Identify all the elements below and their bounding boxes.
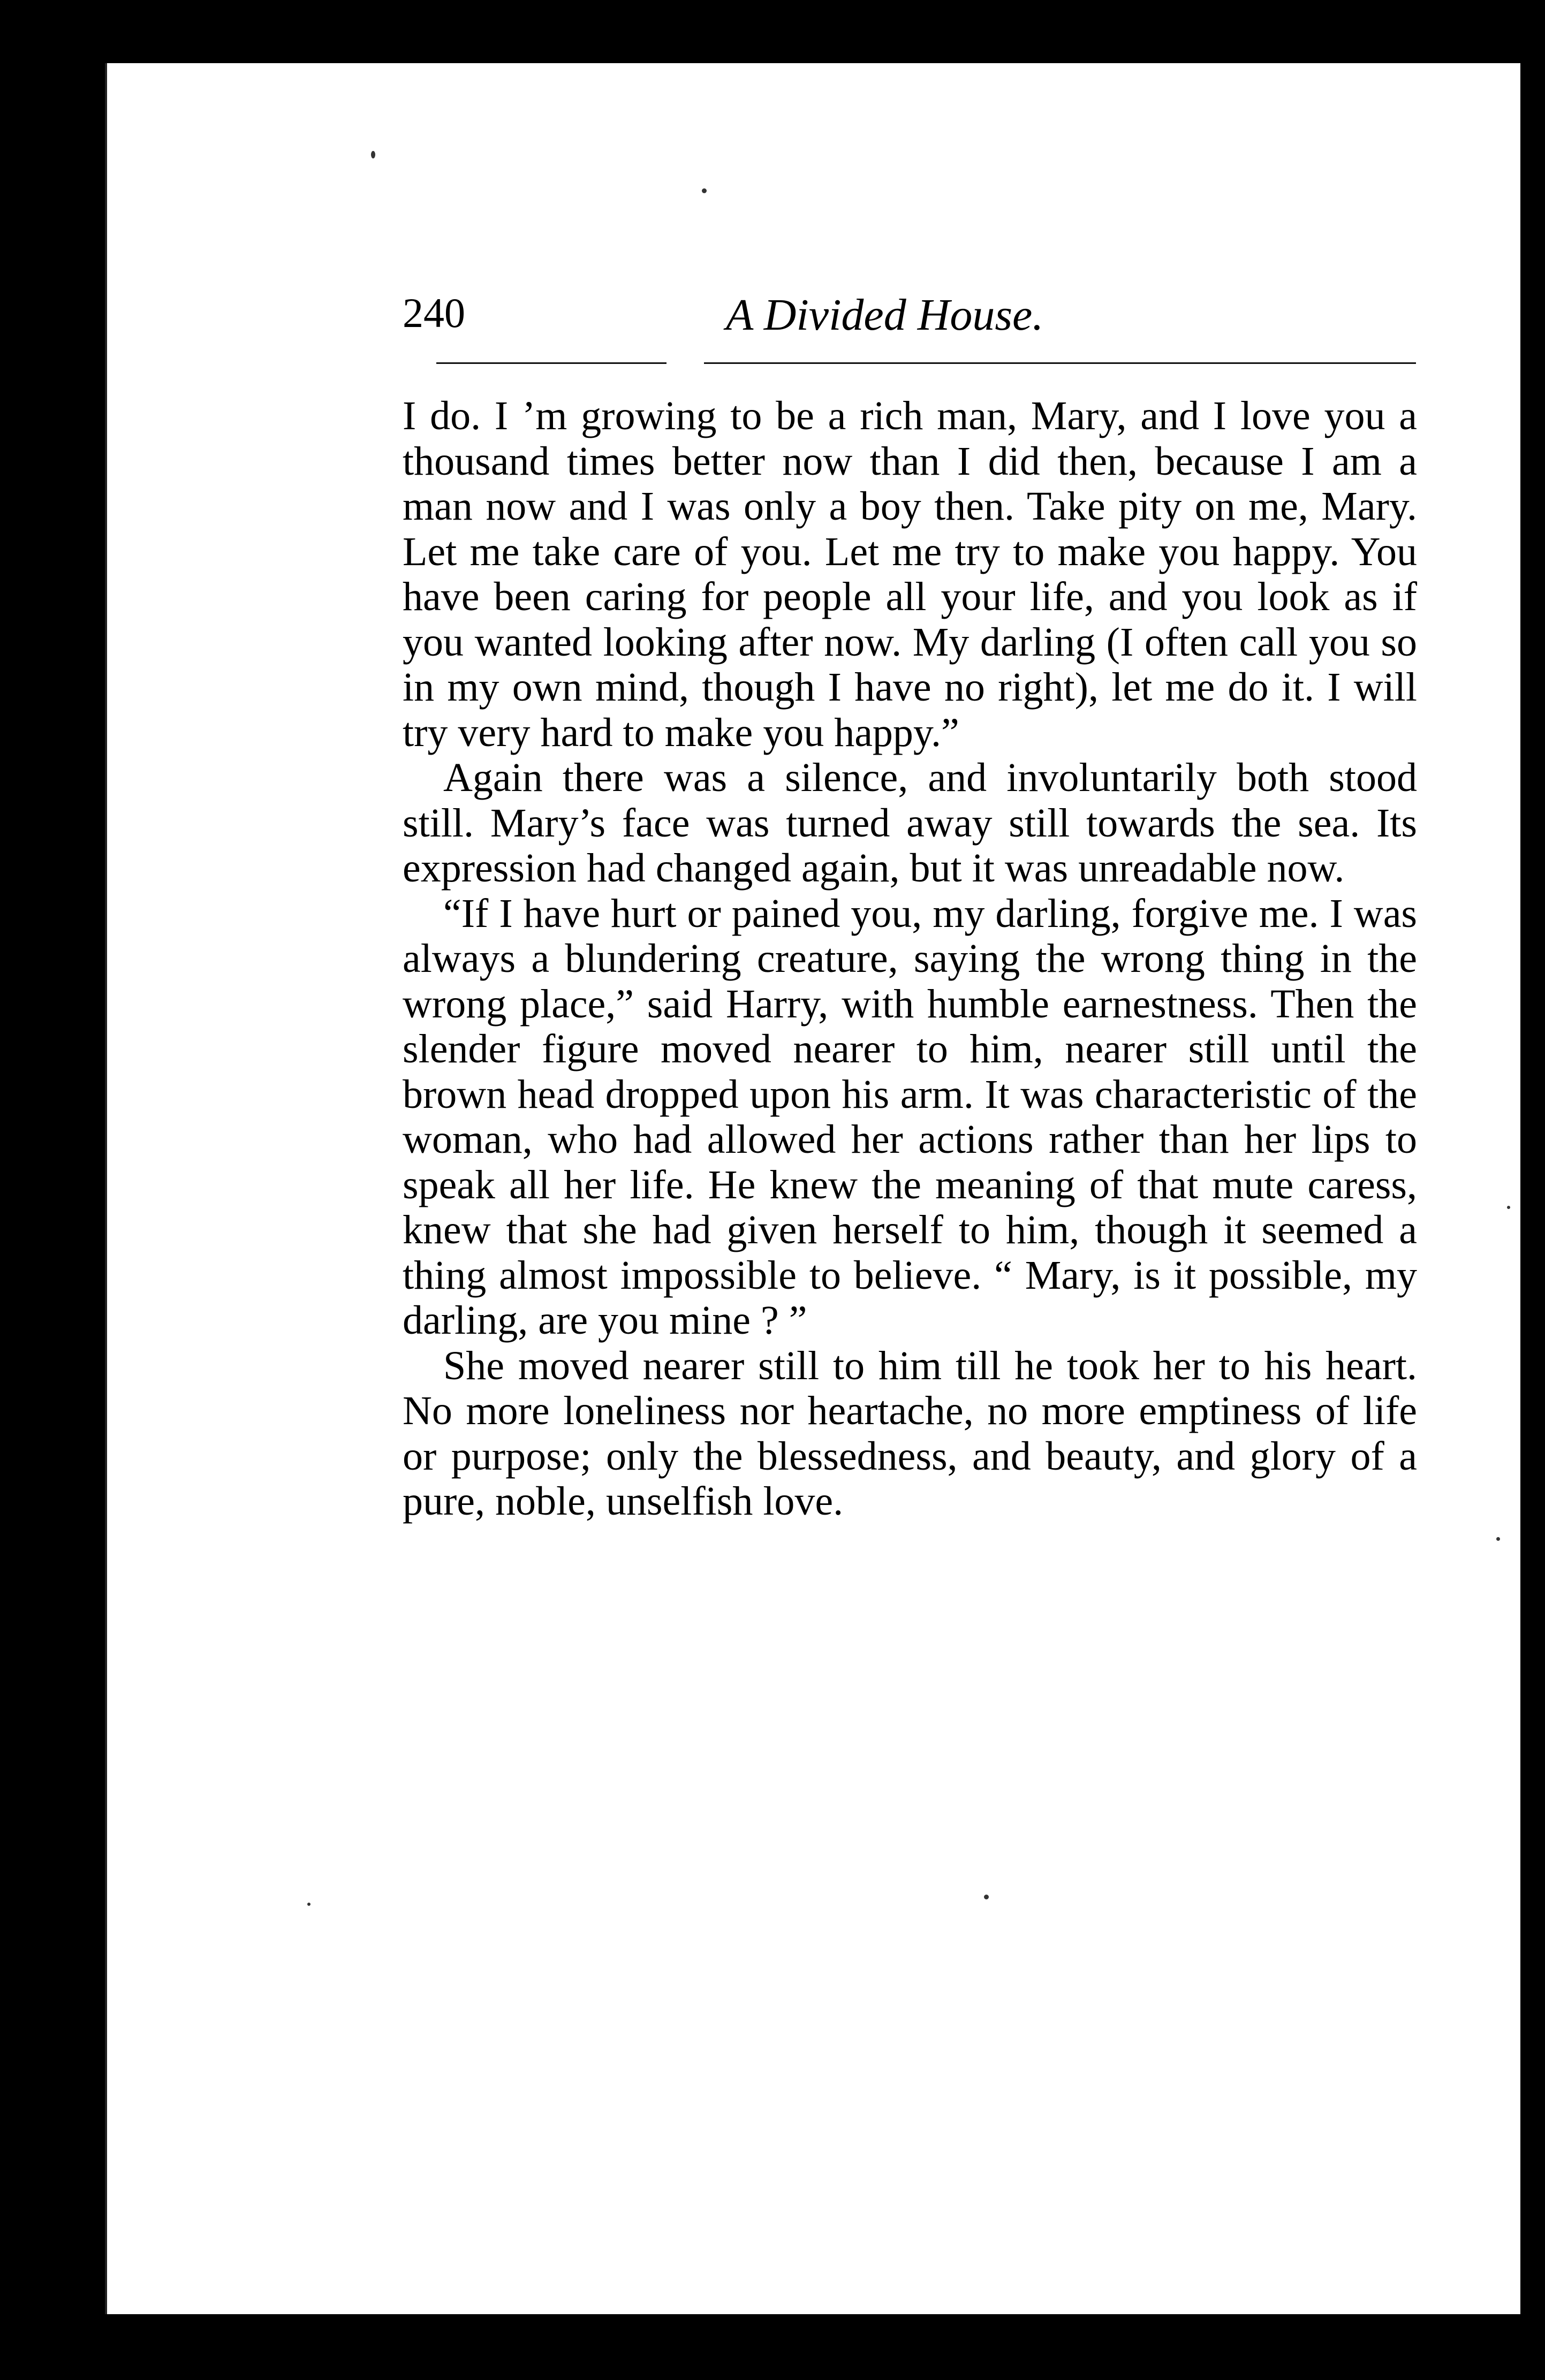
scan-speck xyxy=(1507,1206,1510,1209)
scan-speck xyxy=(984,1895,989,1899)
paragraph: I do. I ’m growing to be a rich man, Mary, and I love you a thousand times better now than I did then, because I am a man now and I was only a boy then. Take pity on me, Mary. Let me take care of you. Let me try to make you happy. You have been caring for people all your life, and you look as if you wanted looking after now. My darling (I often call you so in my own mind, though I have no right), let me do it. I will try very hard to make you happy.” xyxy=(403,393,1417,755)
scan-speck xyxy=(371,151,375,158)
paragraph: She moved nearer still to him till he took her to his heart. No more loneliness nor heartache, no more emptiness of life or purpose; only the blessedness, and beauty, and glory of a pure, noble, unselfish love. xyxy=(403,1343,1417,1524)
scan-speck xyxy=(702,188,707,193)
paragraph: Again there was a silence, and involuntarily both stood still. Mary’s face was turned away still towards the sea. Its expression had changed again, but it was unreadable now. xyxy=(403,755,1417,891)
page-number: 240 xyxy=(403,290,465,336)
header-rule-left xyxy=(436,362,667,364)
page-header xyxy=(403,289,1409,343)
body-text xyxy=(403,393,1417,1524)
header-rule-right xyxy=(704,362,1416,364)
running-title: A Divided House. xyxy=(726,290,1044,340)
scan-speck xyxy=(307,1903,310,1906)
scan-speck xyxy=(1496,1537,1500,1541)
paragraph: “If I have hurt or pained you, my darling, forgive me. I was always a blundering creature, saying the wrong thing in the wrong place,” said Harry, with humble earnestness. Then the slender figure moved nearer to him, nearer still until the brown head dropped upon his arm. It was characteristic of the woman, who had allowed her actions rather than her lips to speak all her life. He knew the meaning of that mute caress, knew that she had given herself to him, though it seemed a thing almost impossible to believe. “ Mary, is it possible, my darling, are you mine ? ” xyxy=(403,891,1417,1343)
